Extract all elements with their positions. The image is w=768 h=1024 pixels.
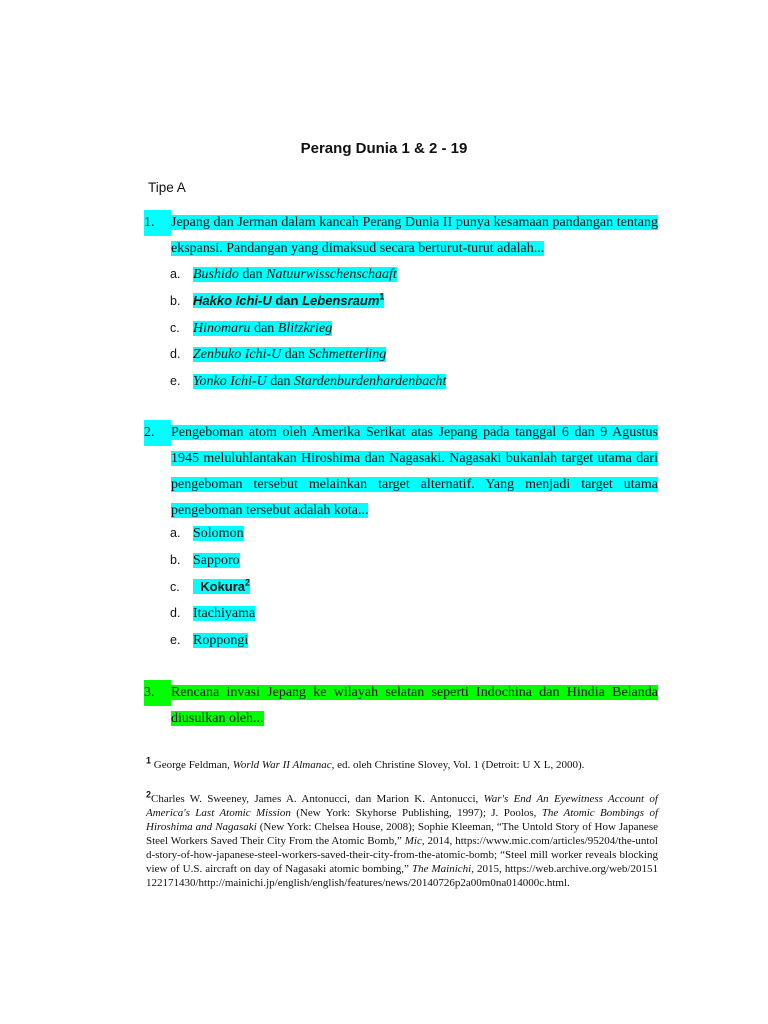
- option-b: b. Hakko Ichi-U dan Lebensraum$^1$: [170, 291, 385, 308]
- question-2-options: [170, 520, 255, 654]
- footnote-ref: 1: [379, 291, 385, 302]
- page-title: Perang Dunia 1 & 2 - 19: [300, 140, 468, 157]
- question-text: Rencana invasi Jepang ke wilayah selatan seperti Indochina dan Hindia Belanda diusulkan oleh...: [171, 685, 658, 726]
- question-1: [144, 210, 658, 262]
- option-a: a. Bushido dan Natuurwisschenschaaft: [170, 267, 397, 282]
- footnote-mark: 1: [146, 755, 152, 766]
- section-heading: Tipe A: [148, 180, 186, 195]
- question-1-options: [170, 261, 446, 395]
- question-3: [144, 680, 658, 732]
- footnote-1: $^1$ George Feldman, World War II Almanac, ed. oleh Christine Slovey, Vol. 1 (Detroit: U X L, 2000).: [146, 755, 585, 771]
- footnote-2: $^2$Charles W. Sweeney, James A. Antonucci, dan Marion K. Antonucci, War's End An Eyewitness Account of America's Last Atomic Mission (New York: Skyhorse Publishing, 1997); J. Poolos, The Atomic Bombings of Hiroshima and Nagasaki (New York: Chelsea House, 2008); Sophie Kleeman, “The Untold Story of How Japanese Steel Workers Saved Their City From the Atomic Bomb,” Mic, 2014, https://www.mic.com/articles/95204/the-untold-story-of-how-japanese-steel-workers-saved-their-city-from-the-atomic-bomb; “Steel mill worker reveals blocking view of U.S. aircraft on day of Nagasaki atomic bombing,” The Mainichi, 2015, https://web.archive.org/web/20151122171430/http://mainichi.jp/english/english/features/news/20140726p2a00m0na014000c.html.: [146, 789, 659, 889]
- footnote-mark: 2: [146, 789, 152, 800]
- question-number: 3.: [144, 680, 171, 706]
- question-text: Jepang dan Jerman dalam kancah Perang Dunia II punya kesamaan pandangan tentang ekspansi. Pandangan yang dimaksud secara berturut-turut adalah...: [171, 215, 658, 256]
- option-d: d. Itachiyama: [170, 606, 256, 622]
- option-c: c. Kokura$^2$: [170, 577, 251, 594]
- question-number: 2.: [144, 420, 171, 446]
- question-number: 1.: [144, 210, 171, 236]
- option-e: e. Roppongi: [170, 633, 249, 649]
- option-c: c. Hinomaru dan Blitzkrieg: [170, 320, 333, 336]
- option-b: b. Sapporo: [170, 552, 240, 568]
- question-text: Pengeboman atom oleh Amerika Serikat atas Jepang pada tanggal 6 dan 9 Agustus 1945 meluluhlantakan Hiroshima dan Nagasaki. Nagasaki bukanlah target utama dari pengeboman tersebut melainkan target alternatif. Yang menjadi target utama pengeboman tersebut adalah kota...: [171, 425, 658, 518]
- option-e: e. Yonko Ichi-U dan Stardenburdenhardenbacht: [170, 374, 447, 390]
- question-2: [144, 420, 658, 524]
- option-d: d. Zenbuko Ichi-U dan Schmetterling: [170, 347, 387, 363]
- option-a: a. Solomon: [170, 526, 244, 541]
- footnote-ref: 2: [245, 577, 251, 588]
